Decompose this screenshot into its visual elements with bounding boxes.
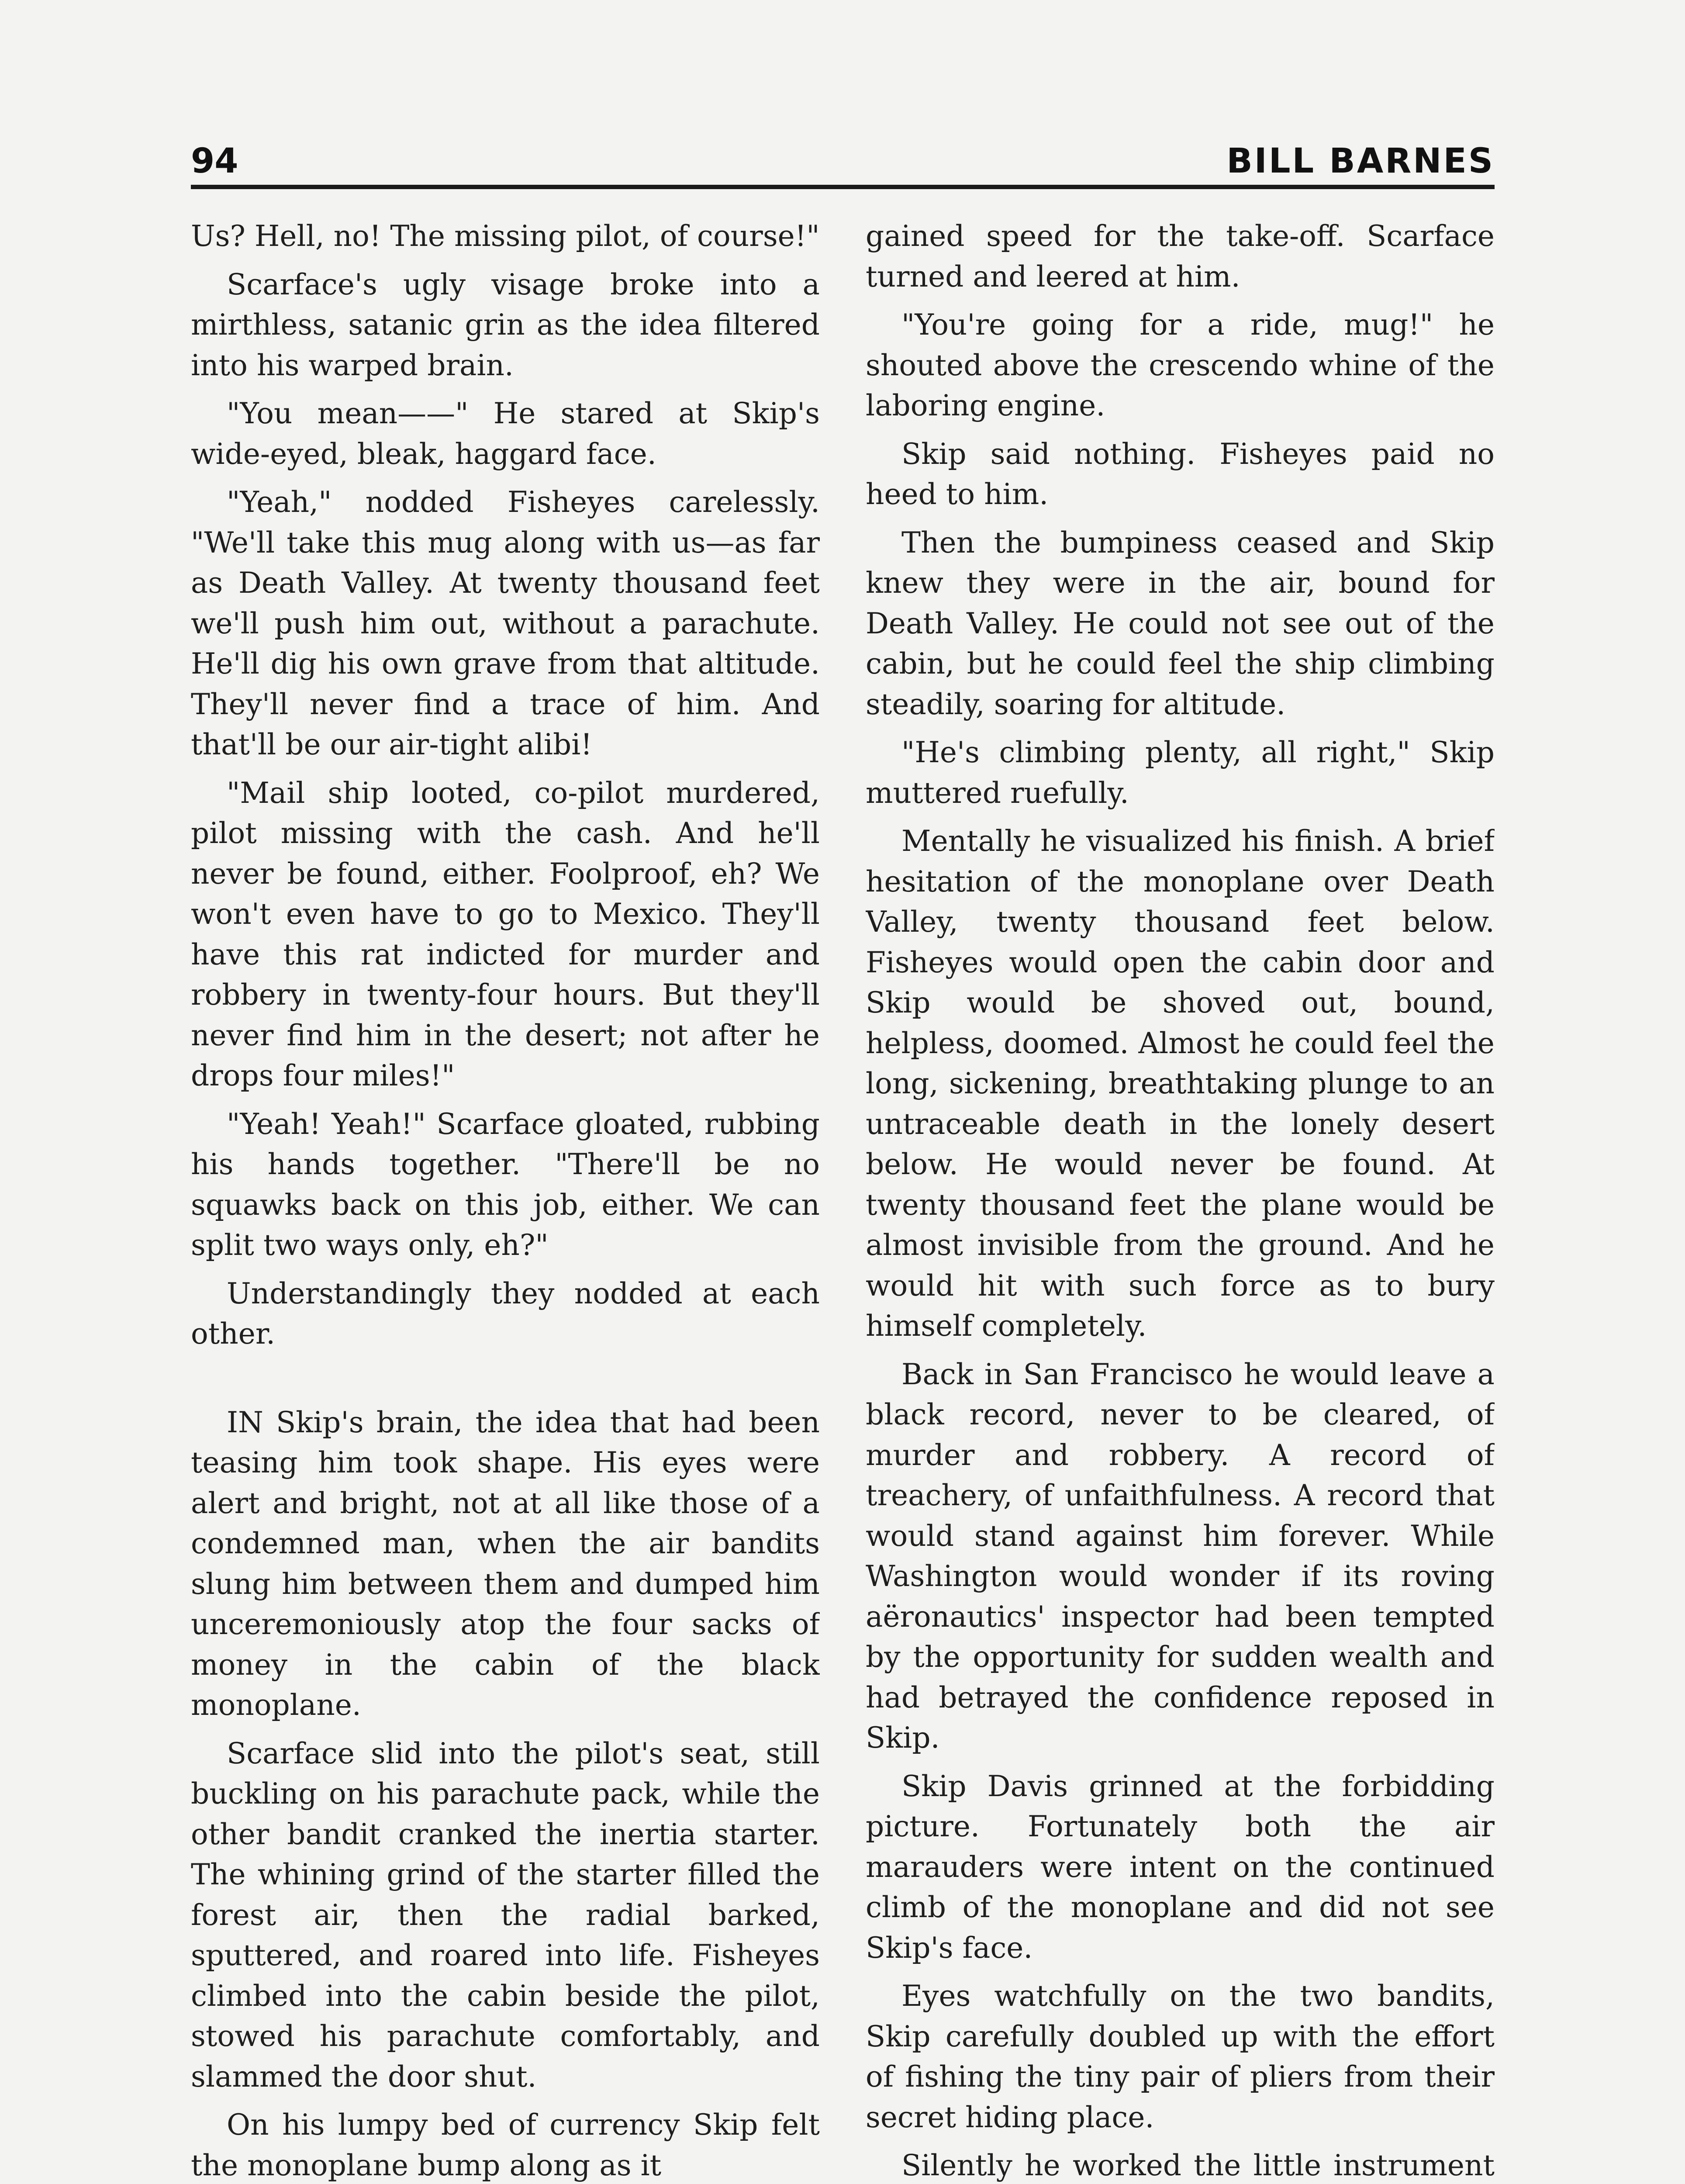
header-rule (191, 185, 1495, 189)
left-column (191, 216, 820, 2184)
paragraph: Eyes watchfully on the two bandits, Skip carefully doubled up with the effort of fishing the tiny pair of pliers from their secret hiding place. (866, 1979, 1495, 2134)
paragraph: Us? Hell, no! The missing pilot, of course!" (191, 219, 820, 253)
paragraph: Mentally he visualized his finish. A brief hesitation of the monoplane over Death Valley, twenty thousand feet below. Fisheyes would open the cabin door and Skip would be shoved out, bound, helpless, doomed. Almost he could feel the long, sickening, breathtaking plunge to an untraceable death in the lonely desert below. He would never be found. At twenty thousand feet the plane would be almost invisible from the ground. And he would hit with such force as to bury himself completely. (866, 824, 1495, 1343)
paragraph: "Yeah," nodded Fisheyes carelessly. "We'll take this mug along with us—as far as Death Valley. At twenty thousand feet we'll push him out, without a parachute. He'll dig his own grave from that altitude. They'll never find a trace of him. And that'll be our air-tight alibi! (191, 485, 820, 761)
paragraph: "You mean——" He stared at Skip's wide-eyed, bleak, haggard face. (191, 397, 820, 471)
paragraph: Understandingly they nodded at each other. (191, 1276, 820, 1351)
paragraph: On his lumpy bed of currency Skip felt the monoplane bump along as it (191, 2108, 820, 2182)
running-head: BILL BARNES (1226, 142, 1495, 181)
paragraph: Skip said nothing. Fisheyes paid no heed to him. (866, 437, 1495, 511)
paragraph: "Yeah! Yeah!" Scarface gloated, rubbing his hands together. "There'll be no squawks back on this job, either. We can split two ways only, eh?" (191, 1107, 820, 1262)
paragraph: Scarface's ugly visage broke into a mirthless, satanic grin as the idea filtered into his warped brain. (191, 267, 820, 382)
paragraph: Scarface slid into the pilot's seat, still buckling on his parachute pack, while the other bandit cranked the inertia starter. The whining grind of the starter filled the forest air, then the radial barked, sputtered, and roared into life. Fisheyes climbed into the cabin beside the pilot, stowed his parachute comfortably, and slammed the door shut. (191, 1736, 820, 2094)
paragraph: "You're going for a ride, mug!" he shouted above the crescendo whine of the laboring engine. (866, 308, 1495, 422)
paragraph: Back in San Francisco he would leave a black record, never to be cleared, of murder and robbery. A record of treachery, of unfaithfulness. A record that would stand against him forever. While Washington would wonder if its roving aëronautics' inspector had been tempted by the opportunity for sudden wealth and had betrayed the confidence reposed in Skip. (866, 1357, 1495, 1755)
paragraph: Silently he worked the little instrument (901, 2149, 1495, 2182)
page-header (191, 139, 1495, 187)
paragraph: Skip Davis grinned at the forbidding picture. Fortunately both the air marauders were intent on the continued climb of the monoplane and did not see Skip's face. (866, 1769, 1495, 1965)
right-column (866, 216, 1495, 2184)
paragraph: gained speed for the take-off. Scarface turned and leered at him. (866, 219, 1495, 294)
paragraph: "He's climbing plenty, all right," Skip muttered ruefully. (866, 736, 1495, 810)
paragraph: Then the bumpiness ceased and Skip knew they were in the air, bound for Death Valley. He could not see out of the cabin, but he could feel the ship climbing steadily, soaring for altitude. (866, 525, 1495, 721)
section-opening-paragraph: IN Skip's brain, the idea that had been teasing him took shape. His eyes were alert and bright, not at all like those of a condemned man, when the air bandits slung him between them and dumped him unceremoniously atop the four sacks of money in the cabin of the black monoplane. (191, 1405, 820, 1722)
paragraph: "Mail ship looted, co-pilot murdered, pilot missing with the cash. And he'll never be found, either. Foolproof, eh? We won't even have to go to Mexico. They'll have this rat indicted for murder and robbery in twenty-four hours. But they'll never find him in the desert; not after he drops four miles!" (191, 776, 820, 1092)
page-number: 94 (191, 142, 238, 181)
